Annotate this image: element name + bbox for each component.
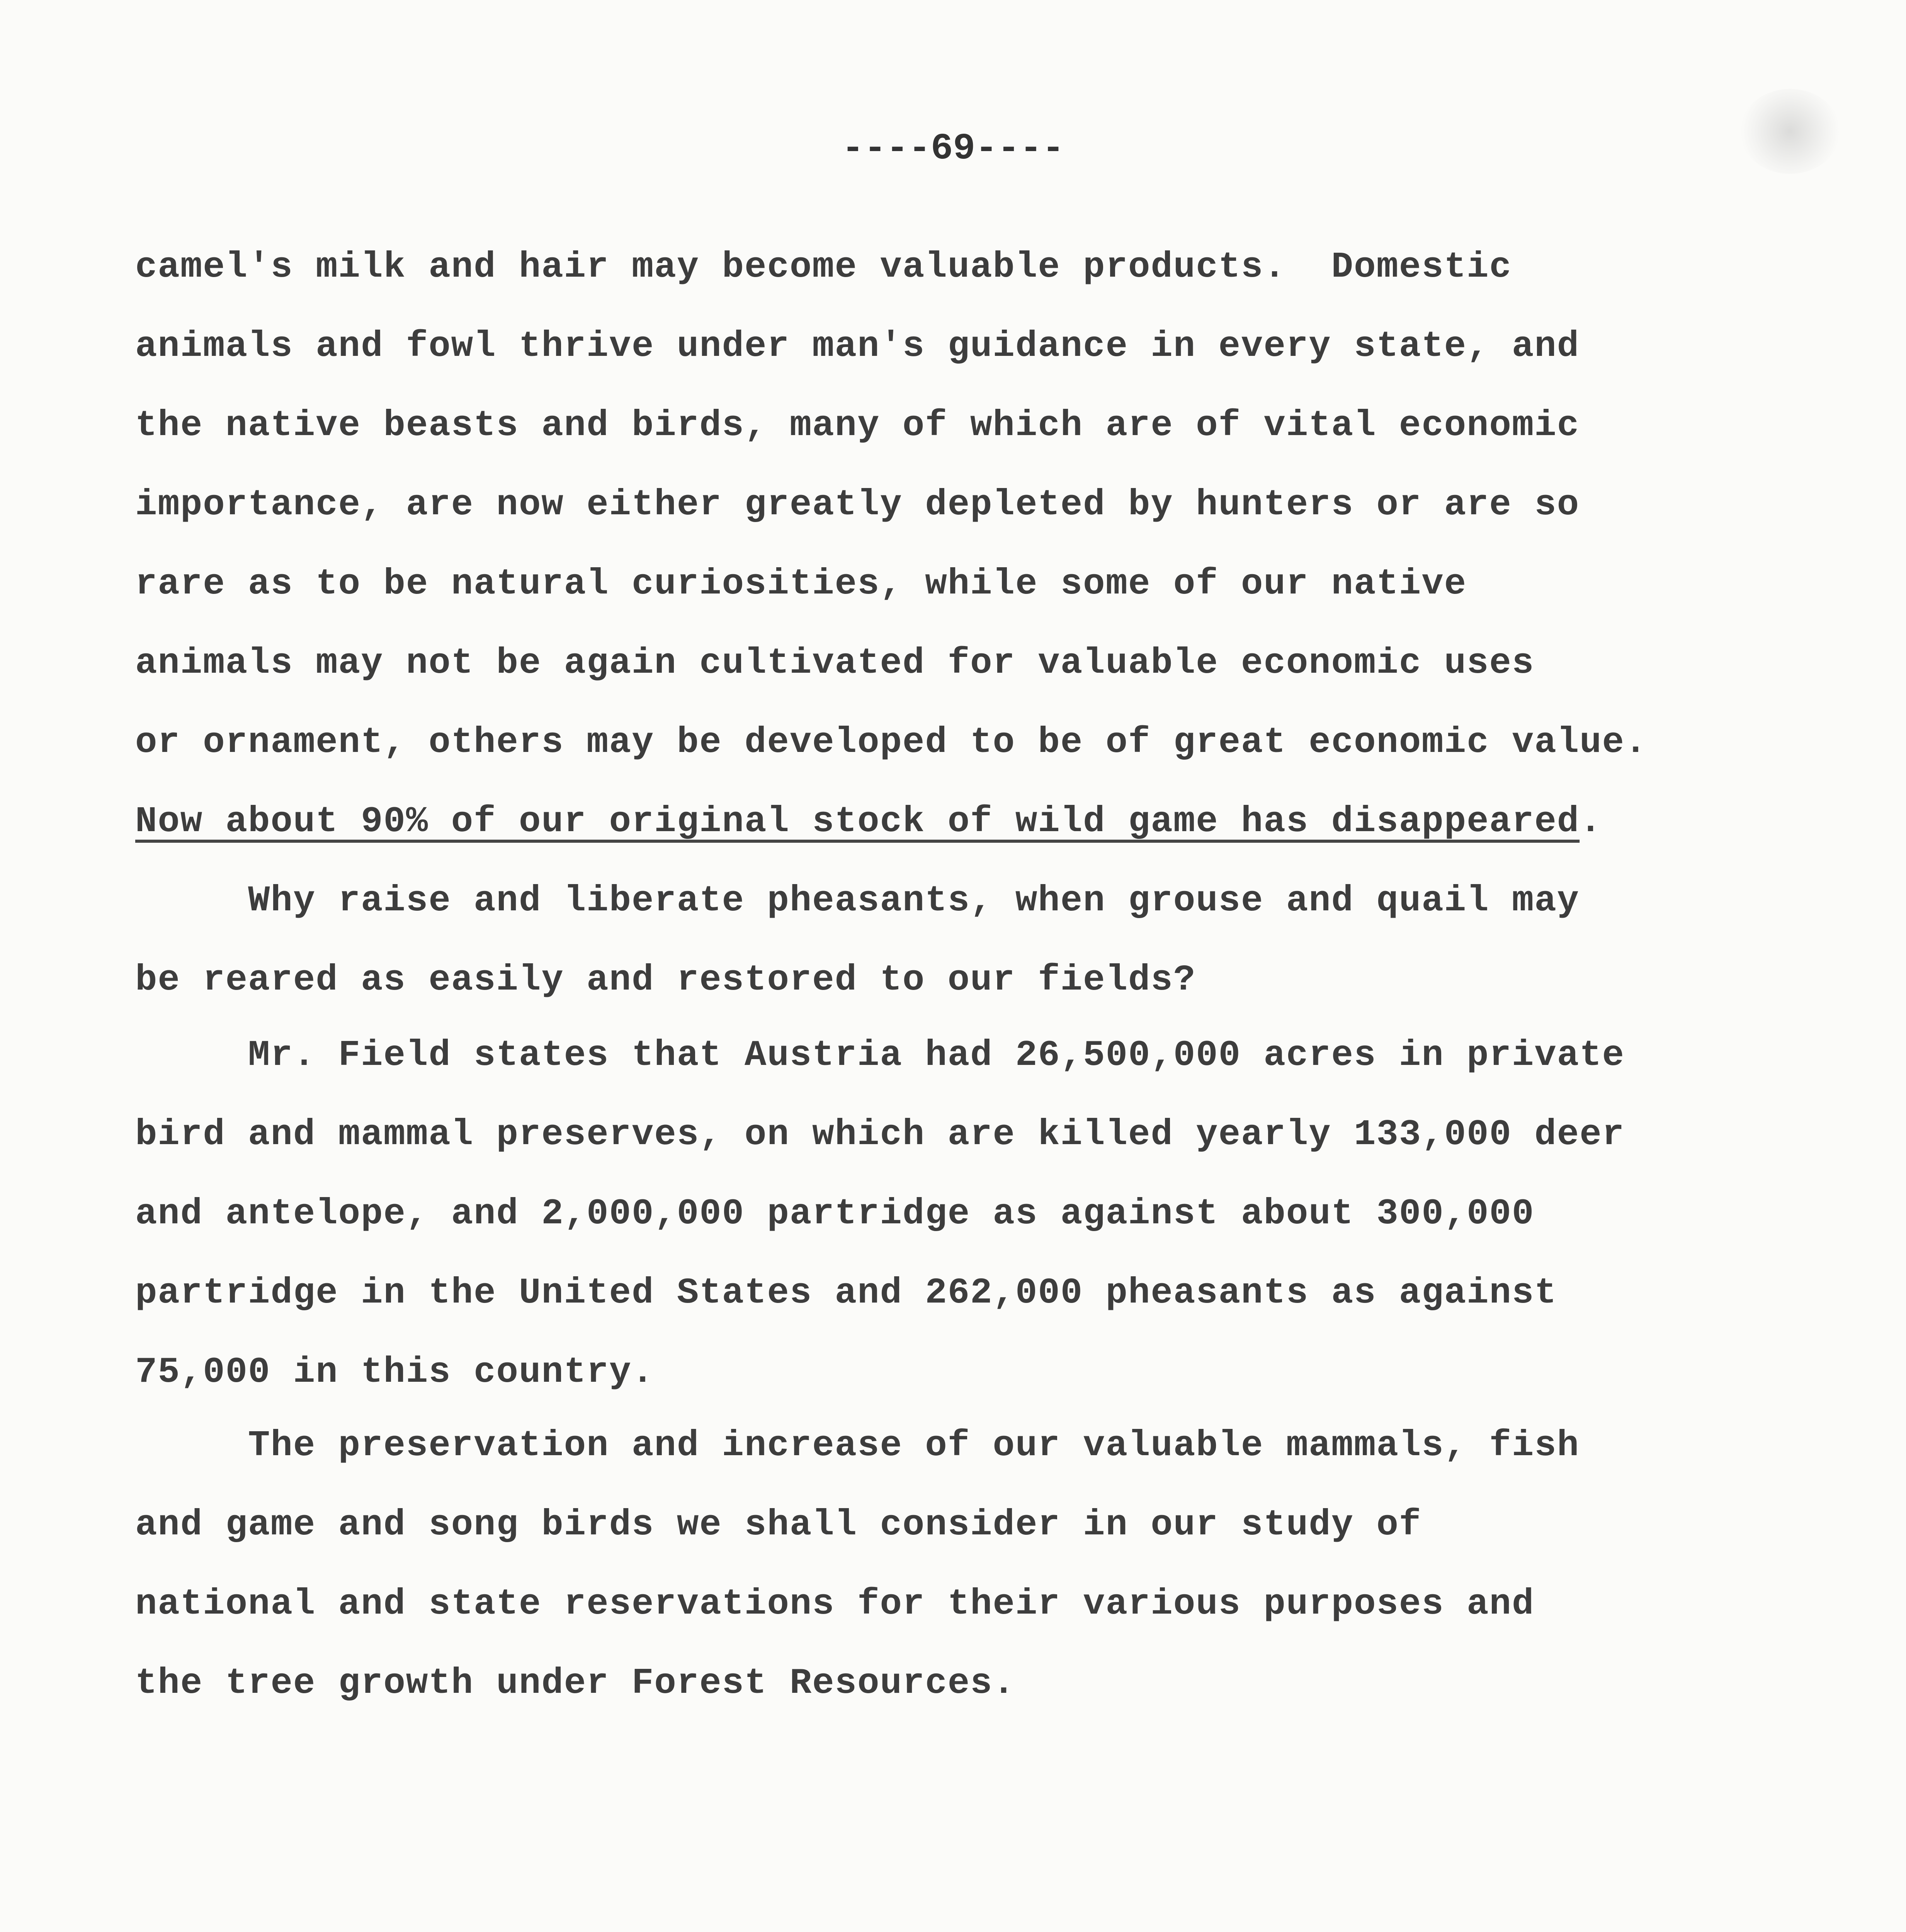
text-line: 75,000 in this country. [135,1352,655,1393]
text-line: national and state reservations for their various purposes and [135,1584,1535,1625]
text-line: camel's milk and hair may become valuable products. Domestic [135,247,1512,288]
underlined-line [135,782,1816,862]
text-line: and antelope, and 2,000,000 partridge as against about 300,000 [135,1194,1535,1235]
underlined-statement: Now about 90% of our original stock of wild game has disappeared [135,801,1580,842]
text-line: bird and mammal preserves, on which are killed yearly 133,000 deer [135,1114,1625,1155]
text-line: be reared as easily and restored to our fields? [135,960,1196,1001]
text-line: partridge in the United States and 262,000 pheasants as against [135,1273,1557,1314]
text-line: Why raise and liberate pheasants, when grouse and quail may [135,881,1580,922]
text-line: rare as to be natural curiosities, while some of our native [135,564,1467,605]
underlined-line-end: . [1580,801,1602,842]
page-number: ----69---- [842,128,1064,170]
text-line: the tree growth under Forest Resources. [135,1663,1015,1704]
paragraph-2 [135,862,1816,1020]
text-line: The preservation and increase of our valuable mammals, fish [135,1425,1580,1466]
paragraph-1 [135,228,1816,862]
text-line: Mr. Field states that Austria had 26,500,000 acres in private [135,1035,1625,1076]
paragraph-4 [135,1406,1816,1723]
text-line: the native beasts and birds, many of which are of vital economic [135,405,1580,446]
text-line: animals and fowl thrive under man's guidance in every state, and [135,326,1580,367]
text-line: importance, are now either greatly depleted by hunters or are so [135,485,1580,526]
text-line: animals may not be again cultivated for valuable economic uses [135,643,1535,684]
text-line: or ornament, others may be developed to be of great economic value. [135,722,1648,763]
text-line: and game and song birds we shall consider in our study of [135,1505,1422,1546]
paragraph-3 [135,1016,1816,1412]
